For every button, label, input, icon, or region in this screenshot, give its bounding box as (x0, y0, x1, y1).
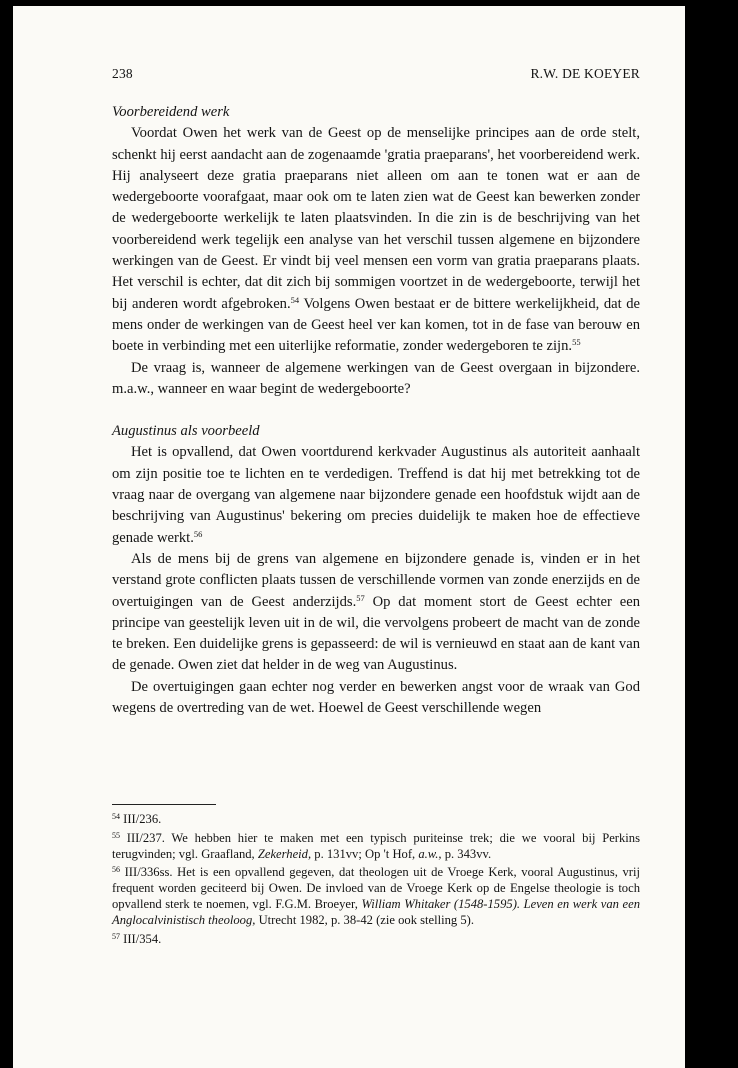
paragraph (112, 549, 640, 677)
footnote-55 (112, 831, 640, 863)
text-run: Het is opvallend, dat Owen voortdurend kerkvader Augustinus als autoriteit aanhaalt om zijn positie toe te lichten en te verdedigen. Treffend is dat hij met betrekking tot de vraag naar de overgang van algemene naar bijzondere genade een hoofdstuk wijdt aan de beschrijving van Augustinus' bekering om precies duidelijk te maken hoe de effectieve genade werkt. (112, 444, 640, 546)
text-run: Volgens Owen bestaat er de bittere werkelijkheid, dat de mens onder de werkingen van de Geest heel ver kan komen, tot in de fase van berouw en boete in verbinding met een uiterlijke reformatie, zonder wedergeboren te zijn. (112, 295, 641, 355)
text-run: Als de mens bij de grens van algemene en bijzondere genade is, vinden er in het verstand grote conflicten plaats tussen de verschillende vormen van zonde enerzijds en de overtuigingen van de Geest anderzijds. (112, 550, 640, 610)
footnote-number: 54 (112, 812, 120, 821)
paragraph: De vraag is, wanneer de algemene werkingen van de Geest overgaan in bijzondere. m.a.w., wanneer en waar begint de wedergeboorte? (112, 359, 640, 397)
footnote-text: p. 343vv. (441, 846, 492, 861)
footnote-57 (112, 932, 640, 948)
running-head: R.W. DE KOEYER (530, 66, 640, 81)
footnote-italic: a.w., (418, 846, 442, 861)
footnote-text: Utrecht 1982, p. 38-42 (zie ook stelling 5). (255, 912, 475, 927)
footnote-separator (112, 804, 216, 805)
section-heading-voorbereidend: Voorbereidend werk (112, 104, 230, 120)
text-run: Op dat moment stort de Geest echter een principe van geestelijk leven uit in de wil, die vervolgens probeert de macht van de zonde te breken. Een duidelijke grens is gepasseerd: de wil is vernieuwd en staat aan de kant van de genade. Owen ziet dat helder in de weg van Augustinus. (112, 593, 640, 674)
footnote-ref-56: 56 (193, 528, 203, 539)
section-heading-augustinus: Augustinus als voorbeeld (112, 423, 260, 440)
paragraph (112, 123, 640, 357)
footnote-ref-54: 54 (290, 294, 300, 305)
footnote-ref-57: 57 (356, 592, 365, 603)
paragraph: De overtuigingen gaan echter nog verder en bewerken angst voor de wraak van God wegens de overtreding van de wet. Hoewel de Geest verschillende wegen (112, 678, 640, 717)
footnotes (112, 812, 640, 950)
footnote-italic: Zekerheid, (257, 846, 312, 861)
footnote-54 (112, 812, 640, 828)
footnote-ref-55: 55 (572, 337, 581, 348)
page-number: 238 (112, 66, 133, 81)
footnote-text: III/236. (123, 812, 162, 826)
footnote-number: 55 (112, 830, 120, 840)
footnote-text: p. 131vv; Op 't Hof, (311, 846, 419, 861)
footnote-text: III/237. We hebben hier te maken met een typisch puriteinse trek; die we vooral bij Perkins terugvinden; vgl. Graafland, (112, 830, 640, 861)
footnote-italic: William Whitaker (1548-1595). Leven en werk van een Anglocalvinistisch theoloog, (112, 896, 640, 927)
footnote-number: 57 (112, 931, 120, 941)
body-text (112, 102, 640, 719)
paragraph (112, 442, 640, 548)
footnote-text: III/336ss. Het is een opvallend gegeven, dat theologen uit de Vroege Kerk, vooral Augustinus, vrij frequent worden geciteerd bij Owen. De invloed van de Vroege Kerk op de Engelse theologie is toch opvallend sterk te noemen, vgl. F.G.M. Broeyer, (112, 865, 640, 911)
footnote-number: 56 (112, 865, 120, 875)
footnote-text: III/354. (123, 931, 162, 946)
footnote-56 (112, 865, 640, 928)
text-run: Voordat Owen het werk van de Geest op de menselijke principes aan de orde stelt, schenkt hij eerst aandacht aan de zogenaamde 'gratia praeparans', het voorbereidend werk. Hij analyseert deze gratia praeparans niet alleen om aan te tonen wat er aan de wedergeboorte voorafgaat, maar ook om te laten zien wat de Geest kan bewerken zonder de wedergeboorte werkelijk te laten plaatsvinden. In die zin is de beschrijving van het voorbereidend werk tegelijk een analyse van het verschil tussen algemene en bijzondere werkingen van de Geest. Er vindt bij veel mensen een vorm van gratia praeparans plaats. Het verschil is echter, dat dit zich bij sommigen voortzet in de wedergeboorte, terwijl het bij anderen wordt afgebroken. (112, 125, 640, 312)
